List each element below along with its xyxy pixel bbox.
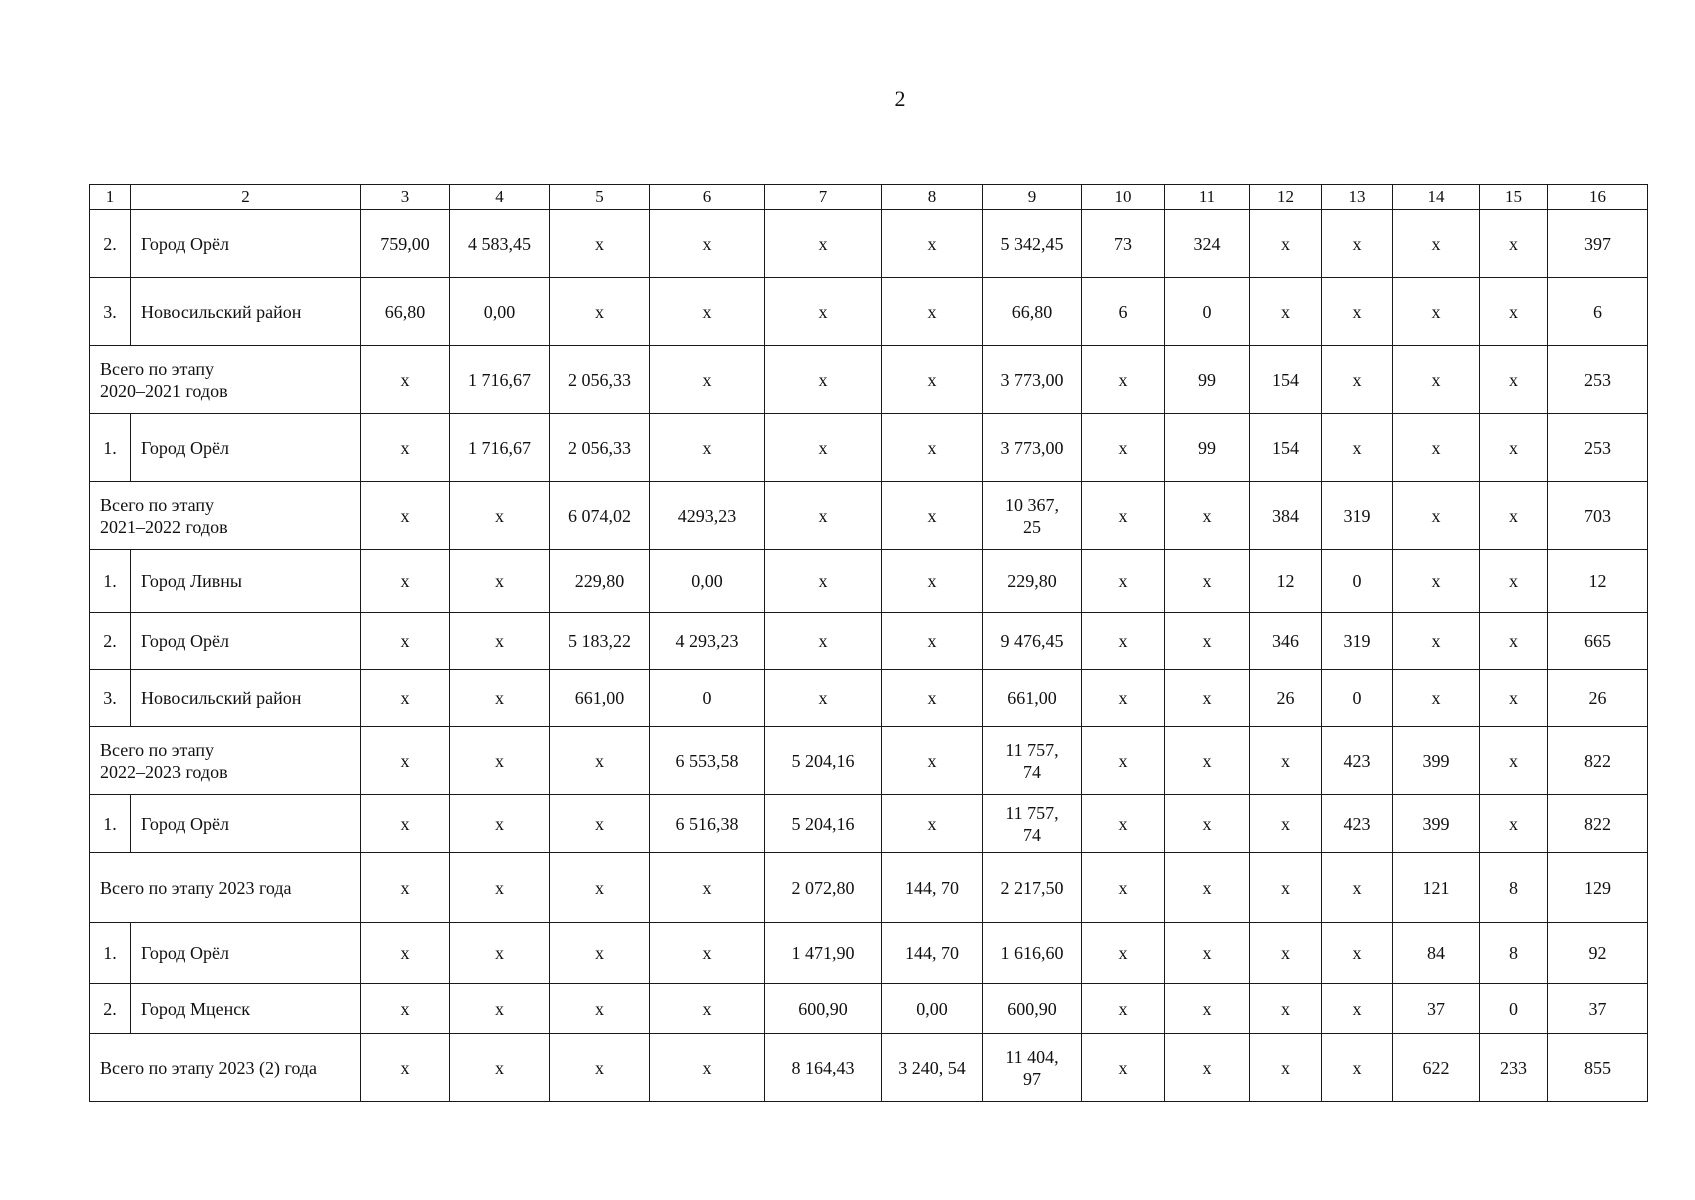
- municipality-name: Город Ливны: [131, 550, 361, 613]
- value-cell: 11 757, 74: [983, 795, 1082, 853]
- value-cell: x: [1480, 278, 1548, 346]
- value-cell: x: [1082, 482, 1165, 550]
- column-number-cell: 10: [1082, 185, 1165, 210]
- value-cell: x: [882, 670, 983, 727]
- value-cell: 1 616,60: [983, 923, 1082, 984]
- value-cell: x: [1165, 795, 1250, 853]
- value-cell: 10 367, 25: [983, 482, 1082, 550]
- value-cell: x: [1322, 853, 1393, 923]
- row-number: 2.: [90, 210, 131, 278]
- value-cell: x: [450, 550, 550, 613]
- value-cell: x: [1250, 923, 1322, 984]
- value-cell: x: [361, 550, 450, 613]
- stage-total-label: Всего по этапу 2023 (2) года: [90, 1034, 361, 1102]
- value-cell: 6: [1082, 278, 1165, 346]
- value-cell: 319: [1322, 613, 1393, 670]
- value-cell: 37: [1548, 984, 1648, 1034]
- table-row: [90, 550, 1648, 613]
- table-row: [90, 210, 1648, 278]
- value-cell: x: [1250, 853, 1322, 923]
- value-cell: x: [1480, 550, 1548, 613]
- row-number: 1.: [90, 414, 131, 482]
- value-cell: 9 476,45: [983, 613, 1082, 670]
- value-cell: 4 583,45: [450, 210, 550, 278]
- row-number: 1.: [90, 550, 131, 613]
- column-number-cell: 16: [1548, 185, 1648, 210]
- value-cell: x: [550, 278, 650, 346]
- value-cell: x: [765, 550, 882, 613]
- column-number-cell: 12: [1250, 185, 1322, 210]
- value-cell: 665: [1548, 613, 1648, 670]
- value-cell: x: [550, 923, 650, 984]
- value-cell: x: [1480, 346, 1548, 414]
- municipality-name: Город Орёл: [131, 210, 361, 278]
- value-cell: 1 716,67: [450, 346, 550, 414]
- municipality-name: Город Орёл: [131, 613, 361, 670]
- value-cell: x: [650, 923, 765, 984]
- value-cell: 66,80: [983, 278, 1082, 346]
- column-number-cell: 8: [882, 185, 983, 210]
- value-cell: x: [1250, 1034, 1322, 1102]
- table-row: [90, 613, 1648, 670]
- value-cell: 229,80: [550, 550, 650, 613]
- value-cell: x: [361, 414, 450, 482]
- value-cell: x: [450, 923, 550, 984]
- row-number: 3.: [90, 670, 131, 727]
- value-cell: 233: [1480, 1034, 1548, 1102]
- value-cell: 822: [1548, 727, 1648, 795]
- row-number: 3.: [90, 278, 131, 346]
- value-cell: 1 716,67: [450, 414, 550, 482]
- value-cell: 121: [1393, 853, 1480, 923]
- value-cell: x: [765, 278, 882, 346]
- value-cell: 3 773,00: [983, 346, 1082, 414]
- value-cell: 1 471,90: [765, 923, 882, 984]
- value-cell: 0: [650, 670, 765, 727]
- row-number: 1.: [90, 923, 131, 984]
- column-number-cell: 14: [1393, 185, 1480, 210]
- value-cell: 144, 70: [882, 853, 983, 923]
- value-cell: x: [882, 414, 983, 482]
- value-cell: 855: [1548, 1034, 1648, 1102]
- value-cell: x: [1322, 278, 1393, 346]
- value-cell: x: [1322, 923, 1393, 984]
- value-cell: 12: [1548, 550, 1648, 613]
- value-cell: 324: [1165, 210, 1250, 278]
- column-number-cell: 13: [1322, 185, 1393, 210]
- value-cell: x: [361, 482, 450, 550]
- municipality-name: Город Орёл: [131, 414, 361, 482]
- value-cell: x: [1393, 670, 1480, 727]
- municipality-name: Город Мценск: [131, 984, 361, 1034]
- municipality-name: Новосильский район: [131, 670, 361, 727]
- value-cell: x: [1082, 727, 1165, 795]
- value-cell: 84: [1393, 923, 1480, 984]
- column-number-cell: 7: [765, 185, 882, 210]
- value-cell: x: [1250, 795, 1322, 853]
- table-row: [90, 278, 1648, 346]
- value-cell: x: [765, 346, 882, 414]
- value-cell: x: [1082, 1034, 1165, 1102]
- value-cell: 144, 70: [882, 923, 983, 984]
- value-cell: x: [450, 984, 550, 1034]
- value-cell: 822: [1548, 795, 1648, 853]
- value-cell: x: [1165, 613, 1250, 670]
- value-cell: 703: [1548, 482, 1648, 550]
- column-number-cell: 15: [1480, 185, 1548, 210]
- value-cell: x: [1393, 482, 1480, 550]
- value-cell: x: [1250, 727, 1322, 795]
- value-cell: 154: [1250, 346, 1322, 414]
- value-cell: x: [361, 346, 450, 414]
- value-cell: x: [361, 613, 450, 670]
- stage-total-row: [90, 727, 1648, 795]
- value-cell: 661,00: [550, 670, 650, 727]
- row-number: 2.: [90, 984, 131, 1034]
- value-cell: x: [650, 984, 765, 1034]
- value-cell: x: [1082, 346, 1165, 414]
- value-cell: x: [1393, 613, 1480, 670]
- value-cell: 384: [1250, 482, 1322, 550]
- value-cell: 3 240, 54: [882, 1034, 983, 1102]
- value-cell: 346: [1250, 613, 1322, 670]
- value-cell: 3 773,00: [983, 414, 1082, 482]
- value-cell: 8: [1480, 853, 1548, 923]
- table-body: [90, 185, 1648, 1102]
- value-cell: 0,00: [650, 550, 765, 613]
- value-cell: 397: [1548, 210, 1648, 278]
- value-cell: x: [1393, 550, 1480, 613]
- value-cell: 154: [1250, 414, 1322, 482]
- value-cell: 399: [1393, 795, 1480, 853]
- value-cell: 399: [1393, 727, 1480, 795]
- value-cell: 5 204,16: [765, 795, 882, 853]
- value-cell: x: [1082, 853, 1165, 923]
- value-cell: x: [1165, 482, 1250, 550]
- value-cell: x: [550, 1034, 650, 1102]
- stage-total-label: Всего по этапу 2023 года: [90, 853, 361, 923]
- municipality-name: Город Орёл: [131, 795, 361, 853]
- value-cell: 6: [1548, 278, 1648, 346]
- value-cell: x: [450, 482, 550, 550]
- value-cell: x: [361, 984, 450, 1034]
- value-cell: x: [882, 613, 983, 670]
- value-cell: 129: [1548, 853, 1648, 923]
- value-cell: x: [1250, 210, 1322, 278]
- value-cell: x: [361, 795, 450, 853]
- value-cell: x: [650, 210, 765, 278]
- value-cell: x: [1082, 984, 1165, 1034]
- table-row: [90, 414, 1648, 482]
- value-cell: 5 342,45: [983, 210, 1082, 278]
- value-cell: 6 516,38: [650, 795, 765, 853]
- stage-total-label: Всего по этапу 2022–2023 годов: [90, 727, 361, 795]
- value-cell: x: [1393, 210, 1480, 278]
- value-cell: 12: [1250, 550, 1322, 613]
- value-cell: x: [1082, 923, 1165, 984]
- value-cell: x: [361, 1034, 450, 1102]
- column-number-row: [90, 185, 1648, 210]
- value-cell: 0: [1322, 670, 1393, 727]
- value-cell: x: [1082, 414, 1165, 482]
- value-cell: x: [650, 346, 765, 414]
- page-number: 2: [894, 86, 906, 111]
- value-cell: x: [1165, 984, 1250, 1034]
- value-cell: x: [550, 795, 650, 853]
- value-cell: x: [450, 1034, 550, 1102]
- value-cell: x: [650, 278, 765, 346]
- value-cell: x: [1393, 278, 1480, 346]
- value-cell: x: [1082, 613, 1165, 670]
- stage-total-row: [90, 482, 1648, 550]
- value-cell: x: [882, 482, 983, 550]
- value-cell: 6 553,58: [650, 727, 765, 795]
- value-cell: x: [882, 550, 983, 613]
- value-cell: x: [1480, 613, 1548, 670]
- column-number-cell: 2: [131, 185, 361, 210]
- value-cell: x: [765, 210, 882, 278]
- value-cell: 0: [1165, 278, 1250, 346]
- value-cell: 600,90: [983, 984, 1082, 1034]
- value-cell: x: [1165, 853, 1250, 923]
- value-cell: x: [550, 984, 650, 1034]
- value-cell: x: [882, 346, 983, 414]
- value-cell: 759,00: [361, 210, 450, 278]
- value-cell: 622: [1393, 1034, 1480, 1102]
- value-cell: 26: [1250, 670, 1322, 727]
- value-cell: 0: [1480, 984, 1548, 1034]
- value-cell: 2 072,80: [765, 853, 882, 923]
- value-cell: 92: [1548, 923, 1648, 984]
- value-cell: x: [1322, 346, 1393, 414]
- value-cell: 423: [1322, 795, 1393, 853]
- value-cell: x: [882, 278, 983, 346]
- value-cell: 99: [1165, 414, 1250, 482]
- value-cell: 253: [1548, 346, 1648, 414]
- column-number-cell: 6: [650, 185, 765, 210]
- value-cell: x: [1082, 550, 1165, 613]
- value-cell: 66,80: [361, 278, 450, 346]
- column-number-cell: 4: [450, 185, 550, 210]
- value-cell: 2 056,33: [550, 414, 650, 482]
- stage-total-row: [90, 1034, 1648, 1102]
- value-cell: x: [450, 670, 550, 727]
- value-cell: 0: [1322, 550, 1393, 613]
- value-cell: 73: [1082, 210, 1165, 278]
- row-number: 1.: [90, 795, 131, 853]
- table-row: [90, 795, 1648, 853]
- value-cell: x: [1480, 670, 1548, 727]
- value-cell: x: [450, 853, 550, 923]
- value-cell: 661,00: [983, 670, 1082, 727]
- value-cell: x: [1322, 210, 1393, 278]
- value-cell: x: [1250, 984, 1322, 1034]
- value-cell: x: [765, 414, 882, 482]
- stage-total-label: Всего по этапу 2021–2022 годов: [90, 482, 361, 550]
- table-row: [90, 923, 1648, 984]
- value-cell: x: [550, 210, 650, 278]
- value-cell: 8 164,43: [765, 1034, 882, 1102]
- value-cell: 8: [1480, 923, 1548, 984]
- value-cell: 319: [1322, 482, 1393, 550]
- column-number-cell: 11: [1165, 185, 1250, 210]
- stage-total-row: [90, 346, 1648, 414]
- data-table: [89, 184, 1648, 1102]
- value-cell: x: [882, 795, 983, 853]
- value-cell: 37: [1393, 984, 1480, 1034]
- value-cell: x: [450, 795, 550, 853]
- value-cell: 4293,23: [650, 482, 765, 550]
- value-cell: x: [882, 727, 983, 795]
- value-cell: 0,00: [450, 278, 550, 346]
- value-cell: x: [765, 613, 882, 670]
- row-number: 2.: [90, 613, 131, 670]
- value-cell: 229,80: [983, 550, 1082, 613]
- table-row: [90, 670, 1648, 727]
- column-number-cell: 5: [550, 185, 650, 210]
- value-cell: x: [1480, 727, 1548, 795]
- table-row: [90, 984, 1648, 1034]
- value-cell: 0,00: [882, 984, 983, 1034]
- value-cell: 2 217,50: [983, 853, 1082, 923]
- value-cell: 99: [1165, 346, 1250, 414]
- stage-total-row: [90, 853, 1648, 923]
- column-number-cell: 3: [361, 185, 450, 210]
- value-cell: x: [1322, 1034, 1393, 1102]
- value-cell: 11 757, 74: [983, 727, 1082, 795]
- value-cell: x: [1082, 795, 1165, 853]
- value-cell: x: [361, 727, 450, 795]
- value-cell: x: [1165, 670, 1250, 727]
- stage-total-label: Всего по этапу 2020–2021 годов: [90, 346, 361, 414]
- value-cell: 600,90: [765, 984, 882, 1034]
- value-cell: 423: [1322, 727, 1393, 795]
- value-cell: x: [1393, 346, 1480, 414]
- value-cell: x: [550, 727, 650, 795]
- value-cell: x: [1322, 984, 1393, 1034]
- value-cell: 5 204,16: [765, 727, 882, 795]
- value-cell: x: [361, 853, 450, 923]
- value-cell: x: [1480, 210, 1548, 278]
- value-cell: x: [1322, 414, 1393, 482]
- value-cell: x: [1480, 482, 1548, 550]
- value-cell: x: [650, 1034, 765, 1102]
- value-cell: x: [765, 482, 882, 550]
- column-number-cell: 9: [983, 185, 1082, 210]
- value-cell: x: [361, 670, 450, 727]
- value-cell: x: [1165, 923, 1250, 984]
- value-cell: x: [1250, 278, 1322, 346]
- value-cell: x: [1165, 1034, 1250, 1102]
- value-cell: x: [765, 670, 882, 727]
- value-cell: x: [1165, 727, 1250, 795]
- value-cell: 4 293,23: [650, 613, 765, 670]
- value-cell: x: [882, 210, 983, 278]
- value-cell: x: [1165, 550, 1250, 613]
- value-cell: x: [1082, 670, 1165, 727]
- value-cell: 26: [1548, 670, 1648, 727]
- value-cell: 6 074,02: [550, 482, 650, 550]
- column-number-cell: 1: [90, 185, 131, 210]
- value-cell: x: [550, 853, 650, 923]
- municipality-name: Город Орёл: [131, 923, 361, 984]
- municipality-name: Новосильский район: [131, 278, 361, 346]
- value-cell: x: [361, 923, 450, 984]
- value-cell: x: [1393, 414, 1480, 482]
- value-cell: 2 056,33: [550, 346, 650, 414]
- value-cell: x: [1480, 795, 1548, 853]
- value-cell: x: [1480, 414, 1548, 482]
- value-cell: x: [650, 414, 765, 482]
- value-cell: 11 404, 97: [983, 1034, 1082, 1102]
- value-cell: 5 183,22: [550, 613, 650, 670]
- value-cell: x: [650, 853, 765, 923]
- value-cell: x: [450, 613, 550, 670]
- value-cell: 253: [1548, 414, 1648, 482]
- value-cell: x: [450, 727, 550, 795]
